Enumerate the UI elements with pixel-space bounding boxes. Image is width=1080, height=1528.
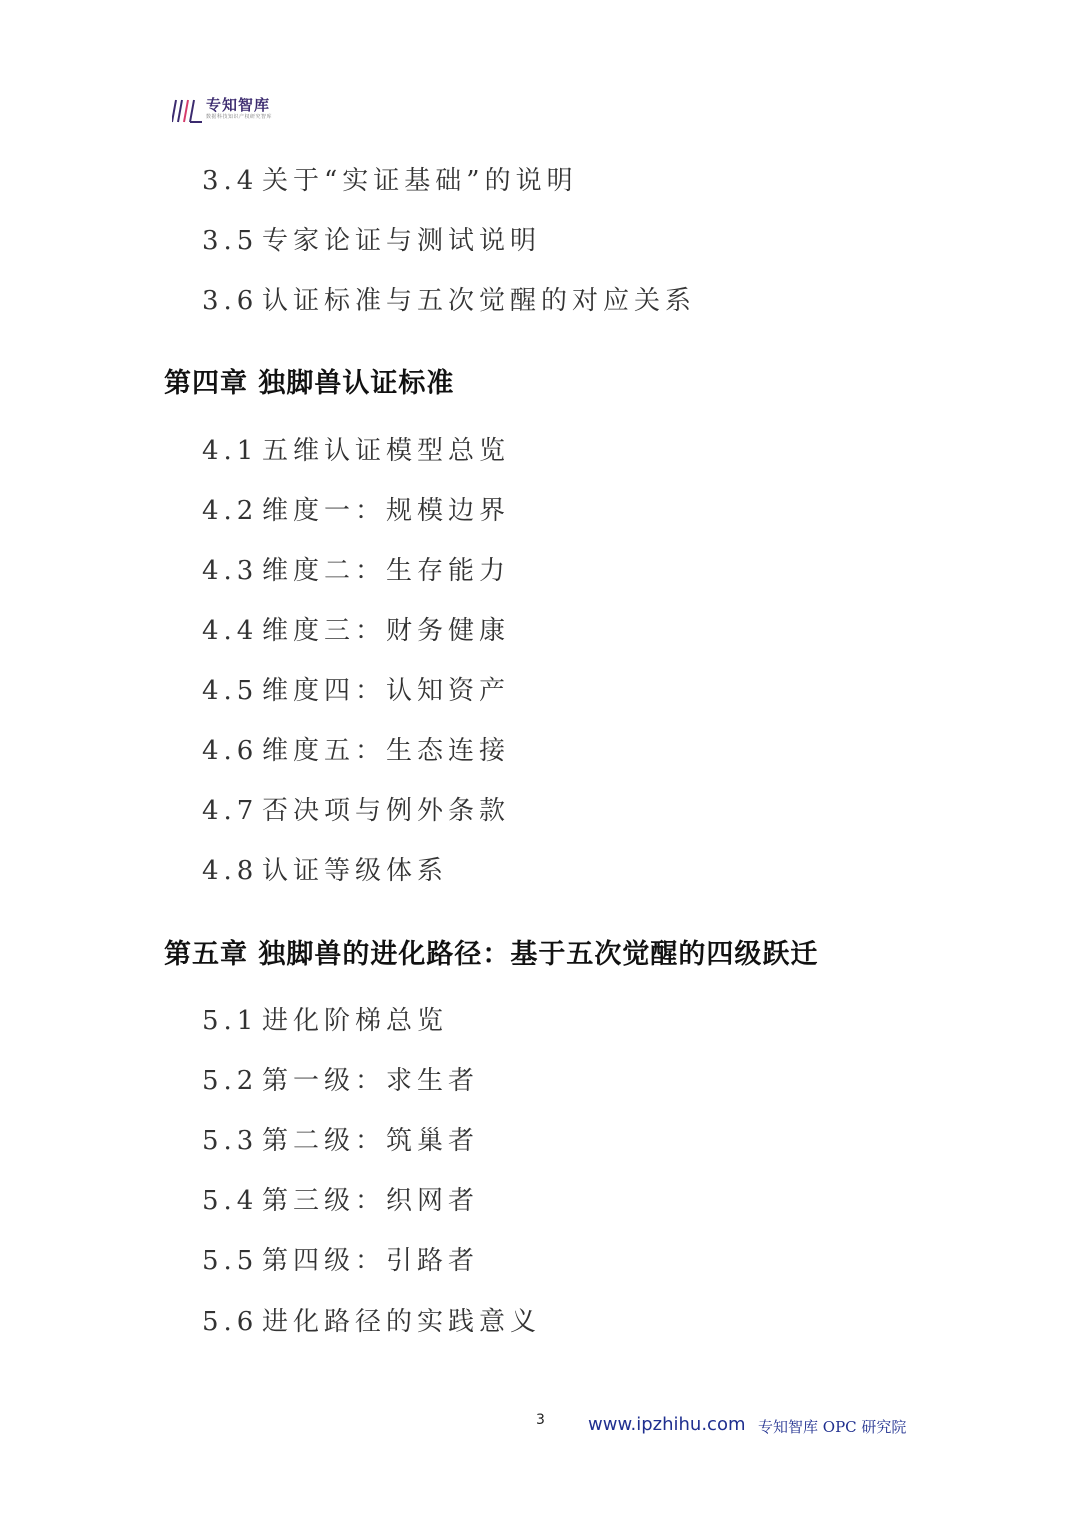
toc-item-number: 4.2 (202, 496, 259, 526)
toc-item-number: 3.5 (202, 226, 259, 256)
footer-url-link[interactable]: www.ipzhihu.com (588, 1414, 746, 1435)
toc-item-5-6[interactable] (202, 1305, 541, 1339)
page-number: 3 (536, 1412, 545, 1428)
logo-text (206, 96, 272, 121)
toc-item-number: 4.4 (202, 616, 259, 646)
header-logo (172, 96, 272, 126)
page-footer (0, 1412, 1080, 1442)
toc-item-3-6[interactable] (202, 284, 696, 318)
toc-item-5-1[interactable] (202, 1004, 448, 1038)
toc-item-number: 4.6 (202, 736, 259, 766)
toc-item-4-2[interactable] (202, 494, 510, 528)
toc-item-text: 维度二：生存能力 (262, 556, 511, 586)
toc-item-text: 专家论证与测试说明 (262, 226, 542, 256)
toc-item-text: 认证等级体系 (262, 856, 449, 886)
toc-item-5-2[interactable] (202, 1064, 479, 1098)
zl-logo-icon (172, 96, 202, 126)
logo-subtitle: 数据科技知识产权研究智库 (206, 114, 273, 120)
logo-title: 专知智库 (206, 96, 271, 114)
toc-item-text: 进化路径的实践意义 (262, 1307, 542, 1337)
toc-item-4-4[interactable] (202, 614, 510, 648)
toc-item-text: 五维认证模型总览 (262, 436, 511, 466)
toc-item-number: 3.4 (202, 166, 259, 196)
toc-item-number: 5.3 (202, 1126, 259, 1156)
toc-item-text: 维度四：认知资产 (262, 676, 511, 706)
toc-item-text: 第三级：织网者 (262, 1186, 480, 1216)
toc-item-number: 5.6 (202, 1307, 259, 1337)
toc-item-text: 维度三：财务健康 (262, 616, 511, 646)
toc-item-text: 第四级：引路者 (262, 1246, 480, 1276)
toc-item-number: 5.2 (202, 1066, 259, 1096)
toc-item-4-5[interactable] (202, 674, 510, 708)
toc-item-number: 4.8 (202, 856, 259, 886)
toc-item-text: 维度五：生态连接 (262, 736, 511, 766)
toc-item-text: 第一级：求生者 (262, 1066, 480, 1096)
toc-item-3-4[interactable] (202, 164, 578, 198)
toc-item-5-5[interactable] (202, 1244, 479, 1278)
toc-item-4-3[interactable] (202, 554, 510, 588)
toc-item-5-4[interactable] (202, 1184, 479, 1218)
toc-item-text: 否决项与例外条款 (262, 796, 511, 826)
toc-item-text: 认证标准与五次觉醒的对应关系 (262, 286, 697, 316)
toc-item-4-8[interactable] (202, 854, 448, 888)
toc-item-5-3[interactable] (202, 1124, 479, 1158)
toc-item-number: 5.5 (202, 1246, 259, 1276)
toc-item-3-5[interactable] (202, 224, 541, 258)
toc-item-4-7[interactable] (202, 794, 510, 828)
toc-item-text: 关于“实证基础”的说明 (262, 166, 578, 196)
footer-org-name: 专知智库 OPC 研究院 (758, 1418, 907, 1436)
toc-item-number: 4.5 (202, 676, 259, 706)
toc-item-number: 4.7 (202, 796, 259, 826)
toc-item-number: 4.1 (202, 436, 259, 466)
toc-item-4-6[interactable] (202, 734, 510, 768)
toc-item-number: 5.4 (202, 1186, 259, 1216)
toc-item-number: 3.6 (202, 286, 259, 316)
toc-item-text: 进化阶梯总览 (262, 1006, 449, 1036)
toc-item-text: 第二级：筑巢者 (262, 1126, 480, 1156)
toc-item-text: 维度一：规模边界 (262, 496, 511, 526)
chapter-4-heading[interactable]: 第四章 独脚兽认证标准 (164, 368, 455, 399)
toc-item-number: 4.3 (202, 556, 259, 586)
toc-item-number: 5.1 (202, 1006, 259, 1036)
toc-item-4-1[interactable] (202, 434, 510, 468)
chapter-5-heading[interactable]: 第五章 独脚兽的进化路径：基于五次觉醒的四级跃迁 (164, 939, 819, 970)
